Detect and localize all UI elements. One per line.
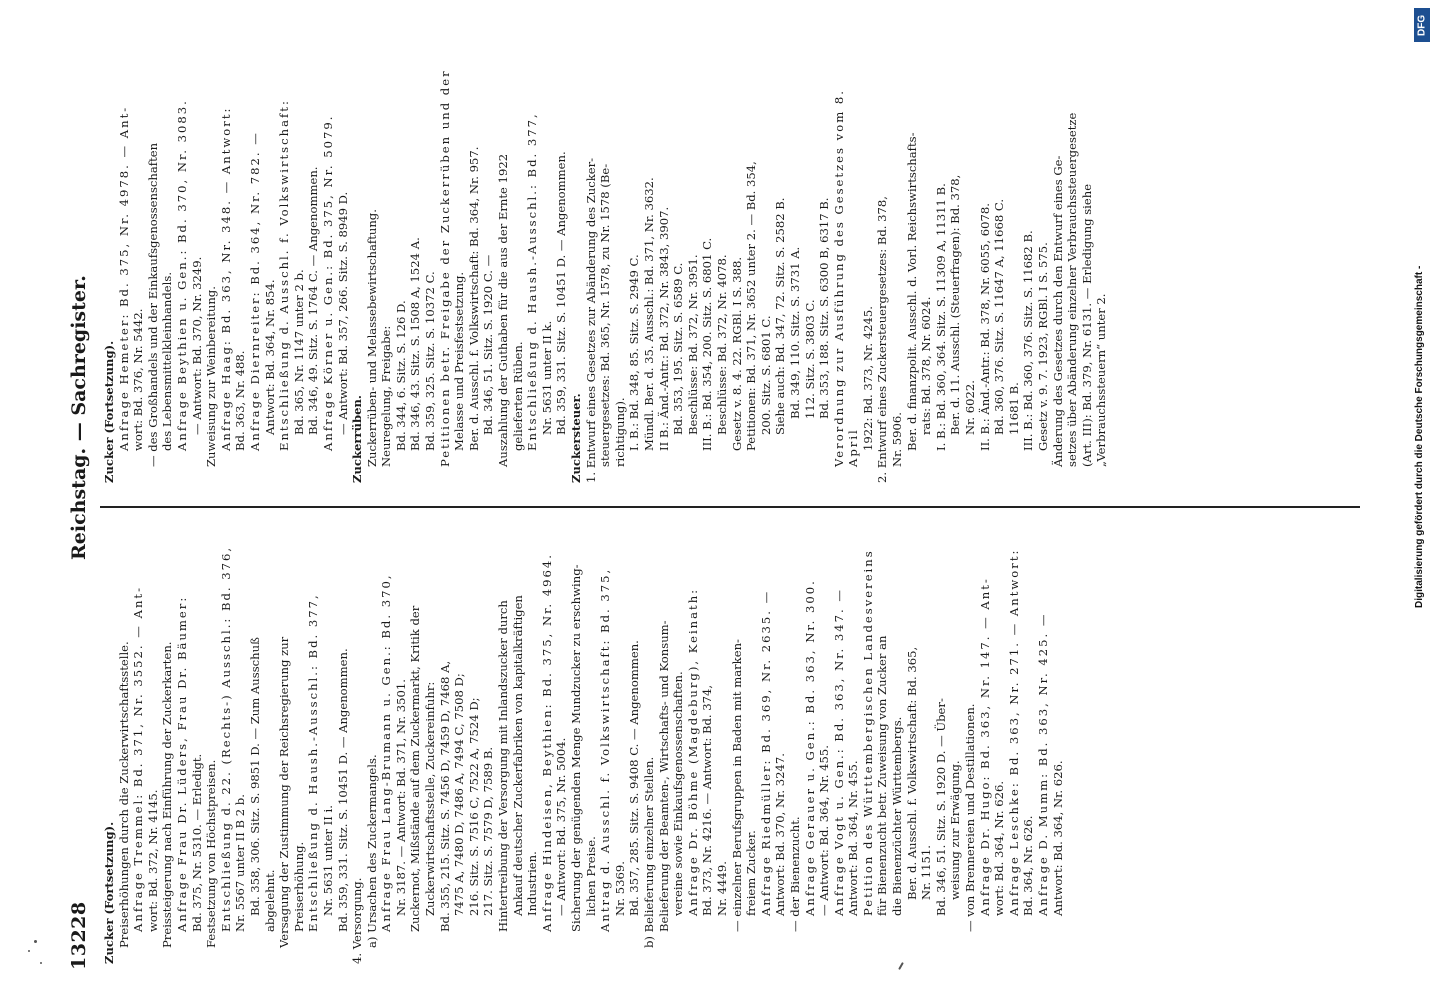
index-entry: Anfrage D. Mumm: Bd. 363, Nr. 425. — bbox=[1036, 612, 1050, 916]
index-entry: setzes über Abänderung einzelner Verbrauchssteuergesetze bbox=[1065, 112, 1080, 467]
index-entry: Bd. 365, Nr. 1147 unter 2 b. bbox=[291, 269, 306, 435]
index-entry: Anfrage Tremmel: Bd. 371, Nr. 3552. — Ant- bbox=[131, 585, 146, 932]
index-entry: Antwort: Bd. 364, Nr. 455. bbox=[846, 760, 861, 916]
index-entry: — Antwort: Bd. 375, Nr. 5004. bbox=[554, 737, 569, 916]
index-entry: Versagung der Zustimmung der Reichsregierung zur bbox=[277, 636, 292, 948]
index-entry: I. B.: Bd. 348, 85. Sitz. S. 2949 C. bbox=[627, 254, 642, 451]
left-column bbox=[102, 534, 1065, 964]
index-entry: Anfrage Dr. Hugo: Bd. 363, Nr. 147. — Ant- bbox=[977, 577, 992, 916]
index-entry: — Antwort: Bd. 357, 266. Sitz. S. 8949 D. bbox=[335, 191, 350, 435]
index-entry: b) Belieferung einzelner Stellen. bbox=[641, 756, 656, 948]
index-entry: — der Bienenzucht. bbox=[787, 816, 802, 932]
index-entry: III. B.: Bd. 360, 376. Sitz. S. 11682 B. bbox=[1021, 230, 1036, 451]
index-entry: Belieferung der Beamten-, Wirtschafts- und Konsum- bbox=[656, 620, 671, 932]
index-entry: Anfrage Diernreiter: Bd. 364, Nr. 782. — bbox=[247, 131, 262, 451]
dfg-watermark bbox=[1414, 8, 1430, 988]
index-entry: Bd. 346, 43. Sitz. S. 1508 A, 1524 A. bbox=[408, 237, 423, 451]
index-entry: Preiserhöhung. bbox=[291, 841, 306, 932]
index-entry: Ber. d. 11. Ausschl. (Steuerfragen): Bd. 378, bbox=[948, 174, 963, 435]
index-entry: Festsetzung von Höchstpreisen. bbox=[204, 759, 219, 948]
index-entry: Nr. 4449. bbox=[714, 861, 729, 916]
index-entry: Bd. 344, 6. Sitz. S. 126 D. bbox=[393, 300, 408, 451]
index-entry: 1922: Bd. 373, Nr. 4245. bbox=[860, 306, 875, 451]
index-entry: Ber. d. Ausschl. f. Volkswirtschaft: Bd. 365, bbox=[904, 646, 919, 900]
page-number: 13228 bbox=[68, 901, 90, 970]
scan-speck bbox=[28, 950, 30, 952]
index-entry: „Verbrauchssteuern“ unter 2. bbox=[1094, 293, 1109, 467]
index-entry: Bd. 358, 306. Sitz. S. 9851 D. — Zum Ausschuß bbox=[247, 637, 262, 916]
index-entry: Ber. d. finanzpolit. Ausschl. d. Vorl. Reichswirtschafts- bbox=[904, 132, 919, 451]
index-entry: richtigung). bbox=[612, 397, 627, 467]
index-entry: 112. Sitz. S. 3803 C. bbox=[802, 299, 817, 419]
index-entry: Entschließung d. Haush.-Ausschl.: Bd. 377, bbox=[306, 593, 321, 932]
index-entry: Bd. 360, 376. Sitz. S. 11647 A, 11668 C. bbox=[992, 198, 1007, 435]
dfg-logo: DFG bbox=[1414, 8, 1430, 42]
index-entry: Zuckernot, Mißstände auf dem Zuckermarkt, Kritik der bbox=[408, 605, 423, 932]
index-entry: Siehe auch: Bd. 347, 72. Sitz. S. 2582 B. bbox=[773, 197, 788, 435]
index-entry: Neuregelung, Freigabe: bbox=[379, 325, 394, 467]
index-entry: (Art. III): Bd. 379, Nr. 6131. — Erledigung siehe bbox=[1079, 183, 1094, 467]
index-entry: 4. Versorgung. bbox=[350, 877, 365, 964]
index-entry: 200. Sitz. S. 6801 C. bbox=[758, 315, 773, 435]
index-entry: Anfrage Körner u. Gen.: Bd. 375, Nr. 5079. bbox=[320, 114, 335, 451]
index-entry: II. B.: Änd.-Antr.: Bd. 378, Nr. 6055, 6078. bbox=[977, 203, 992, 451]
column-divider bbox=[100, 507, 1360, 509]
index-entry: — einzelner Berufsgruppen in Baden mit marken- bbox=[729, 639, 744, 932]
scan-speck bbox=[40, 962, 42, 964]
index-entry: Antwort: Bd. 364, Nr. 854. bbox=[262, 279, 277, 435]
index-entry: Ber. d. Ausschl. f. Volkswirtschaft: Bd. 364, Nr. 957. bbox=[466, 146, 481, 451]
index-entry: Bd. 355, 215. Sitz. S. 7456 D, 7459 D, 7468 A, bbox=[437, 660, 452, 932]
index-entry: Bd. 346, 49. Sitz. S. 1764 C. — Angenommen. bbox=[306, 166, 321, 435]
index-entry: Bd. 359, 331. Sitz. S. 10451 D. — Angenommen. bbox=[554, 151, 569, 435]
index-entry: Bd. 375, Nr. 5310. — Erledigt. bbox=[189, 753, 204, 932]
index-entry: Bd. 357, 285. Sitz. S. 9408 C. — Angenommen. bbox=[627, 640, 642, 916]
index-entry: freiem Zucker. bbox=[744, 830, 759, 916]
index-entry: 2. Entwurf eines Zuckersteuergesetzes: Bd. 378, bbox=[875, 196, 890, 483]
index-entry: Nr. 3187. — Antwort: Bd. 371, Nr. 3501. bbox=[393, 679, 408, 916]
index-entry: Preissteigerung nach Einführung der Zuckerkarten. bbox=[160, 641, 175, 948]
index-entry: lichen Preise. bbox=[583, 836, 598, 916]
index-entry: Nr. 5567 unter II B 2 b. bbox=[233, 794, 248, 932]
index-heading: Zuckersteuer. bbox=[569, 393, 583, 483]
index-entry: Nr. 5906. bbox=[890, 412, 905, 467]
index-entry: Anfrage Frau Dr. Lüders, Frau Dr. Bäumer: bbox=[174, 595, 189, 932]
index-entry: Auszahlung der Guthaben für die aus der Ernte 1922 bbox=[496, 153, 511, 467]
index-entry: Entschließung d. Ausschl. f. Volkswirtschaft: bbox=[277, 99, 292, 451]
index-entry: II B.: Änd.-Antr.: Bd. 372, Nr. 3843, 3907. bbox=[656, 206, 671, 451]
index-entry: — Antwort: Bd. 364, Nr. 455. bbox=[817, 745, 832, 916]
index-entry: Hintertreibung der Versorgung mit Inlandszucker durch bbox=[496, 600, 511, 932]
index-entry: 217. Sitz. S. 7579 D, 7589 B. bbox=[481, 746, 496, 916]
index-entry: a) Ursachen des Zuckermangels. bbox=[364, 754, 379, 948]
index-entry: Nr. 5369. bbox=[612, 861, 627, 916]
index-entry: gelieferten Rüben. bbox=[510, 341, 525, 451]
index-entry: Bd. 346, 51. Sitz. S. 1920 C. — bbox=[481, 254, 496, 435]
index-entry: Zuckerrüben- und Melassebewirtschaftung. bbox=[364, 209, 379, 467]
index-entry: 11681 B. bbox=[1006, 382, 1021, 435]
index-entry: Bd. 373, Nr. 4216. — Antwort: Bd. 374, bbox=[700, 684, 715, 916]
index-entry: Anfrage Leschke: Bd. 363, Nr. 271. — Antwort: bbox=[1006, 548, 1021, 916]
running-head: Reichstag. — Sachregister. bbox=[68, 275, 90, 560]
index-entry: Petitionen: Bd. 371, Nr. 3652 unter 2. — Bd. 354, bbox=[744, 161, 759, 451]
index-entry: Änderung des Gesetzes durch den Entwurf eines Ge- bbox=[1050, 155, 1065, 467]
index-entry: Anfrage Beythien u. Gen.: Bd. 370, Nr. 3083. bbox=[174, 99, 189, 451]
index-entry: I. B.: Bd. 360, 364. Sitz. S. 11309 A, 11311 B. bbox=[933, 183, 948, 451]
index-entry: des Lebensmittelkleinhandels. bbox=[160, 271, 175, 451]
rotated-page bbox=[40, 20, 1430, 980]
index-entry: Antwort: Bd. 370, Nr. 3247. bbox=[773, 753, 788, 916]
index-heading: Zucker (Fortsetzung). bbox=[102, 821, 116, 964]
index-entry: wort: Bd. 376, Nr. 5442. bbox=[131, 308, 146, 451]
index-entry: Industrien. bbox=[525, 851, 540, 916]
index-entry: Anfrage Dr. Böhme (Magdeburg), Keinath: bbox=[685, 587, 700, 916]
index-entry: die Bienenzüchter Württembergs. bbox=[890, 716, 905, 916]
index-heading: Zucker (Fortsetzung). bbox=[102, 340, 116, 483]
index-entry: III. B.: Bd. 354, 200. Sitz. S. 6801 C. bbox=[700, 237, 715, 451]
index-entry: Preiserhöhungen durch die Zuckerwirtschaftsstelle. bbox=[116, 641, 131, 948]
index-entry: Anfrage Hemeter: Bd. 375, Nr. 4978. — Ant- bbox=[116, 105, 131, 451]
index-entry: Entschließung d. 22. (Rechts-) Ausschl.: Bd. 376, bbox=[218, 545, 233, 932]
index-entry: — des Großhandels und der Einkaufsgenossenschaften bbox=[145, 142, 160, 467]
index-entry: Sicherung der genügenden Menge Mundzucker zu erschwing- bbox=[569, 564, 583, 932]
index-entry: Antwort: Bd. 364, Nr. 626. bbox=[1050, 760, 1065, 916]
scan-speck bbox=[34, 940, 37, 943]
index-entry: Beschlüsse: Bd. 372, Nr. 3951. bbox=[685, 254, 700, 435]
index-entry: abgelehnt. bbox=[262, 869, 277, 932]
index-entry: 7475 A, 7480 D, 7486 A, 7494 C, 7508 D; bbox=[452, 673, 467, 916]
index-entry: Melasse und Preisfestsetzung. bbox=[452, 271, 467, 451]
index-entry: Petition des Württembergischen Landesvereins bbox=[860, 549, 875, 916]
page-header bbox=[60, 20, 100, 980]
index-entry: Bd. 364, Nr. 626. bbox=[1021, 815, 1036, 916]
index-entry: Gesetz v. 8. 4. 22. RGBl. I S. 388. bbox=[729, 256, 744, 451]
index-entry: Anfrage Frau Lang-Brumann u. Gen.: Bd. 370, bbox=[379, 573, 394, 932]
index-entry: Antrag d. Ausschl. f. Volkswirtschaft: Bd. 375, bbox=[598, 567, 613, 932]
index-entry: Bd. 359, 325. Sitz. S. 10372 C. bbox=[423, 271, 438, 451]
index-entry: Entschließung d. Haush.-Ausschl.: Bd. 377, bbox=[525, 112, 540, 451]
index-entry: Bd. 353, 188. Sitz. S. 6300 B, 6317 B. bbox=[817, 197, 832, 419]
index-entry: wort: Bd. 364, Nr. 626. bbox=[992, 780, 1007, 916]
funding-note: Digitalisierung gefördert durch die Deutsche Forschungsgemeinschaft - bbox=[1414, 265, 1425, 608]
index-entry: Bd. 359, 331. Sitz. S. 10451 D. — Angenommen. bbox=[335, 648, 350, 932]
index-entry: Bd. 349, 110. Sitz. S. 3731 A. bbox=[787, 246, 802, 419]
index-entry: Bd. 346, 51. Sitz. S. 1920 D. — Über- bbox=[933, 698, 948, 916]
index-entry: Anfrage Gerauer u. Gen.: Bd. 363, Nr. 300. bbox=[802, 579, 817, 916]
index-entry: Bd. 353, 195. Sitz. S. 6589 C. bbox=[671, 262, 686, 435]
index-entry: Mündl. Ber. d. 35. Ausschl.: Bd. 371, Nr. 3632. bbox=[641, 177, 656, 451]
index-entry: — Antwort: Bd. 370, Nr. 3249. bbox=[189, 256, 204, 435]
index-entry: wort: Bd. 372, Nr. 4145. bbox=[145, 789, 160, 932]
index-entry: Verordnung zur Ausführung des Gesetzes vom 8. April bbox=[831, 89, 861, 467]
index-entry: für Bienenzucht betr. Zuweisung von Zucker an bbox=[875, 635, 890, 916]
index-entry: Zuweisung zur Weinbereitung. bbox=[204, 286, 219, 467]
index-entry: Anfrage Haag: Bd. 363, Nr. 348. — Antwort: bbox=[218, 106, 233, 451]
index-entry: weisung zur Erwägung. bbox=[948, 760, 963, 900]
index-entry: steuergesetzes: Bd. 365, Nr. 1578, zu Nr. 1578 (Be- bbox=[598, 163, 613, 467]
index-entry: Ankauf deutscher Zuckerfabriken von kapitalkräftigen bbox=[510, 595, 525, 916]
index-entry: Anfrage Hindeisen, Beythien: Bd. 375, Nr. 4964. bbox=[539, 553, 554, 932]
index-entry: rats: Bd. 378, Nr. 6024. bbox=[919, 296, 934, 435]
index-entry: Zuckerwirtschaftsstelle, Zuckereinfuhr: bbox=[423, 681, 438, 916]
index-entry: 1. Entwurf eines Gesetzes zur Abänderung des Zucker- bbox=[583, 157, 598, 483]
index-entry: Petitionen betr. Freigabe der Zuckerrüben und der bbox=[437, 69, 452, 467]
index-entry: Anfrage Riedmüller: Bd. 369, Nr. 2635. — bbox=[758, 589, 773, 916]
index-heading: Zuckerrüben. bbox=[350, 395, 365, 483]
index-entry: Nr. 5631 unter II i. bbox=[320, 805, 335, 916]
index-entry: Anfrage Vogt u. Gen.: Bd. 363, Nr. 347. — bbox=[831, 588, 846, 916]
index-entry: Nr. 6022. bbox=[963, 380, 978, 435]
index-entry: — von Brennereien und Destillationen. bbox=[963, 703, 978, 932]
index-entry: Bd. 363, Nr. 488. bbox=[233, 350, 248, 451]
index-entry: 216. Sitz. S. 7516 C, 7522 A, 7524 D; bbox=[466, 697, 481, 916]
index-entry: Nr. 5631 unter II k. bbox=[539, 320, 554, 435]
index-entry: Gesetz v. 9. 7. 1923, RGBl. I S. 575. bbox=[1036, 242, 1050, 451]
index-entry: Beschlüsse: Bd. 372, Nr. 4078. bbox=[714, 254, 729, 435]
right-column bbox=[102, 53, 1109, 483]
index-entry: Nr. 1151. bbox=[919, 845, 934, 900]
index-entry: vereine sowie Einkaufsgenossenschaften. bbox=[671, 671, 686, 916]
